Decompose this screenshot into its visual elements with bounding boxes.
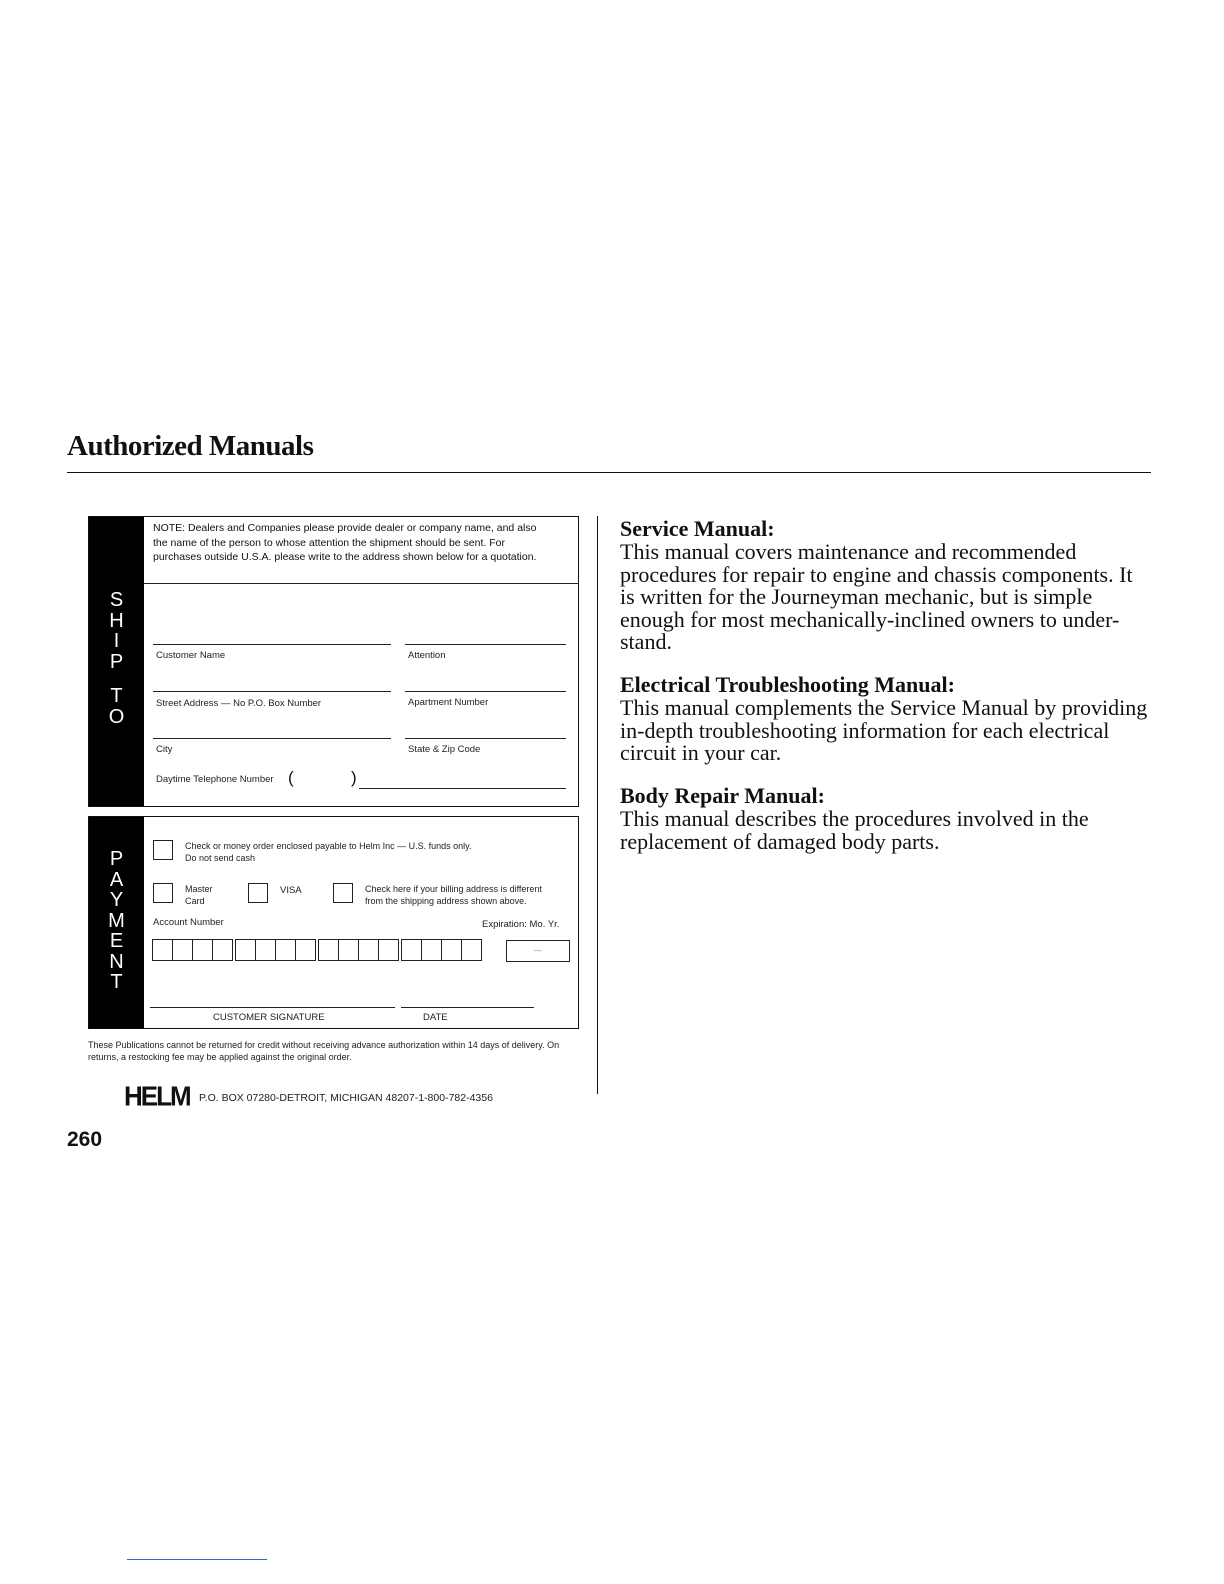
attention-label: Attention <box>408 650 446 661</box>
manual-heading: Electrical Troubleshooting Manual: <box>620 672 955 697</box>
customer-name-label: Customer Name <box>156 650 226 661</box>
customer-signature-label: CUSTOMER SIGNATURE <box>213 1012 325 1023</box>
side-letter: Y <box>109 889 124 911</box>
city-label: City <box>156 744 173 755</box>
master-card-line1: Master <box>185 884 213 894</box>
visa-label: VISA <box>280 885 302 896</box>
check-money-order-label <box>185 841 471 864</box>
manual-heading: Service Manual: <box>620 516 775 541</box>
title-rule <box>67 472 1151 473</box>
daytime-phone-label: Daytime Telephone Number <box>156 774 274 785</box>
manual-body-repair <box>620 784 1150 853</box>
city-field[interactable] <box>153 738 391 739</box>
expiration-field[interactable] <box>506 940 570 962</box>
manual-body: This manual covers maintenance and recommended procedures for repair to engine and chassis components. It is written for the Journeyman mechanic, but is simple enough for most mechanically-inclined owners to under-stand. <box>620 539 1133 654</box>
account-digit-cell[interactable] <box>318 939 339 961</box>
master-card-line2: Card <box>185 895 205 906</box>
page-title: Authorized Manuals <box>67 430 314 462</box>
billing-different-label <box>365 884 542 907</box>
side-letter: S <box>109 589 124 611</box>
phone-paren-open: ( <box>288 768 294 787</box>
account-digit-cell[interactable] <box>172 939 193 961</box>
payment-side-bar <box>89 817 144 1028</box>
side-letter: N <box>109 950 124 973</box>
helm-logo: HELM <box>124 1080 190 1112</box>
side-letter: I <box>113 630 120 652</box>
signature-line[interactable] <box>150 1007 395 1008</box>
manual-electrical <box>620 673 1150 765</box>
date-label: DATE <box>423 1012 448 1023</box>
account-digit-cell[interactable] <box>192 939 213 961</box>
visa-checkbox[interactable] <box>248 883 268 903</box>
bottom-link-line <box>127 1559 267 1560</box>
account-digit-cell[interactable] <box>358 939 379 961</box>
account-group <box>152 939 233 961</box>
page-number: 260 <box>67 1128 103 1151</box>
master-card-label <box>185 884 213 907</box>
billing-different-checkbox[interactable] <box>333 883 353 903</box>
customer-name-field[interactable] <box>153 644 391 645</box>
account-group <box>401 939 482 961</box>
phone-paren-close: ) <box>351 768 357 787</box>
street-address-field[interactable] <box>153 691 391 692</box>
payment-side-label <box>89 849 144 993</box>
account-digit-cell[interactable] <box>152 939 173 961</box>
billing-diff-line1: Check here if your billing address is different <box>365 884 542 894</box>
account-digit-cell[interactable] <box>212 939 233 961</box>
daytime-phone-field[interactable] <box>359 788 566 789</box>
account-digit-cell[interactable] <box>441 939 462 961</box>
check-money-order-checkbox[interactable] <box>153 840 173 860</box>
account-number-field[interactable] <box>152 939 484 961</box>
account-digit-cell[interactable] <box>338 939 359 961</box>
manual-body: This manual describes the procedures involved in the replacement of damaged body parts. <box>620 806 1089 854</box>
manual-service <box>620 517 1150 654</box>
side-letter: T <box>110 971 123 993</box>
note-divider <box>144 583 578 584</box>
side-letter: A <box>109 868 124 891</box>
returns-note: These Publications cannot be returned for credit without receiving advance authorization within 14 days of delivery. On returns, a restocking fee may be applied against the original order. <box>88 1040 560 1062</box>
state-zip-label: State & Zip Code <box>408 744 481 755</box>
account-number-label: Account Number <box>153 917 224 928</box>
side-letter: P <box>109 848 124 870</box>
account-digit-cell[interactable] <box>401 939 422 961</box>
account-digit-cell[interactable] <box>461 939 482 961</box>
ship-to-box <box>88 516 579 807</box>
ship-to-side-label <box>89 590 144 727</box>
state-zip-field[interactable] <box>405 738 566 739</box>
ship-to-side-bar <box>89 517 144 806</box>
street-address-label: Street Address — No P.O. Box Number <box>156 698 322 709</box>
account-digit-cell[interactable] <box>421 939 442 961</box>
side-letter: T <box>110 685 123 707</box>
account-digit-cell[interactable] <box>255 939 276 961</box>
check-option-line2: Do not send cash <box>185 852 256 863</box>
side-letter: O <box>108 705 125 728</box>
manual-body: This manual complements the Service Manual by providing in-depth troubleshooting information for each electrical circuit in your car. <box>620 695 1148 765</box>
account-group <box>318 939 399 961</box>
column-divider <box>597 516 598 1094</box>
side-letter: E <box>109 930 124 952</box>
side-letter <box>89 672 144 686</box>
apartment-number-field[interactable] <box>405 691 566 692</box>
attention-field[interactable] <box>405 644 566 645</box>
side-letter: P <box>109 650 124 673</box>
account-digit-cell[interactable] <box>235 939 256 961</box>
expiration-label: Expiration: Mo. Yr. <box>482 919 560 930</box>
account-digit-cell[interactable] <box>378 939 399 961</box>
apartment-number-label: Apartment Number <box>408 697 489 708</box>
account-digit-cell[interactable] <box>275 939 296 961</box>
payment-box <box>88 816 579 1029</box>
manual-heading: Body Repair Manual: <box>620 783 825 808</box>
account-digit-cell[interactable] <box>295 939 316 961</box>
date-line[interactable] <box>401 1007 534 1008</box>
account-group <box>235 939 316 961</box>
master-card-checkbox[interactable] <box>153 883 173 903</box>
side-letter: H <box>109 609 124 632</box>
check-option-line1: Check or money order enclosed payable to Helm Inc — U.S. funds only. <box>185 841 472 851</box>
ship-to-note: NOTE: Dealers and Companies please provide dealer or company name, and also the name of the person to whose attention the shipment should be sent. For purchases outside U.S.A. please write to the address shown below for a quotation. <box>153 522 537 563</box>
billing-diff-line2: from the shipping address shown above. <box>365 895 527 906</box>
side-letter: M <box>108 909 125 932</box>
expiration-separator: — <box>534 946 542 955</box>
helm-address: P.O. BOX 07280-DETROIT, MICHIGAN 48207-1-800-782-4356 <box>199 1092 493 1104</box>
